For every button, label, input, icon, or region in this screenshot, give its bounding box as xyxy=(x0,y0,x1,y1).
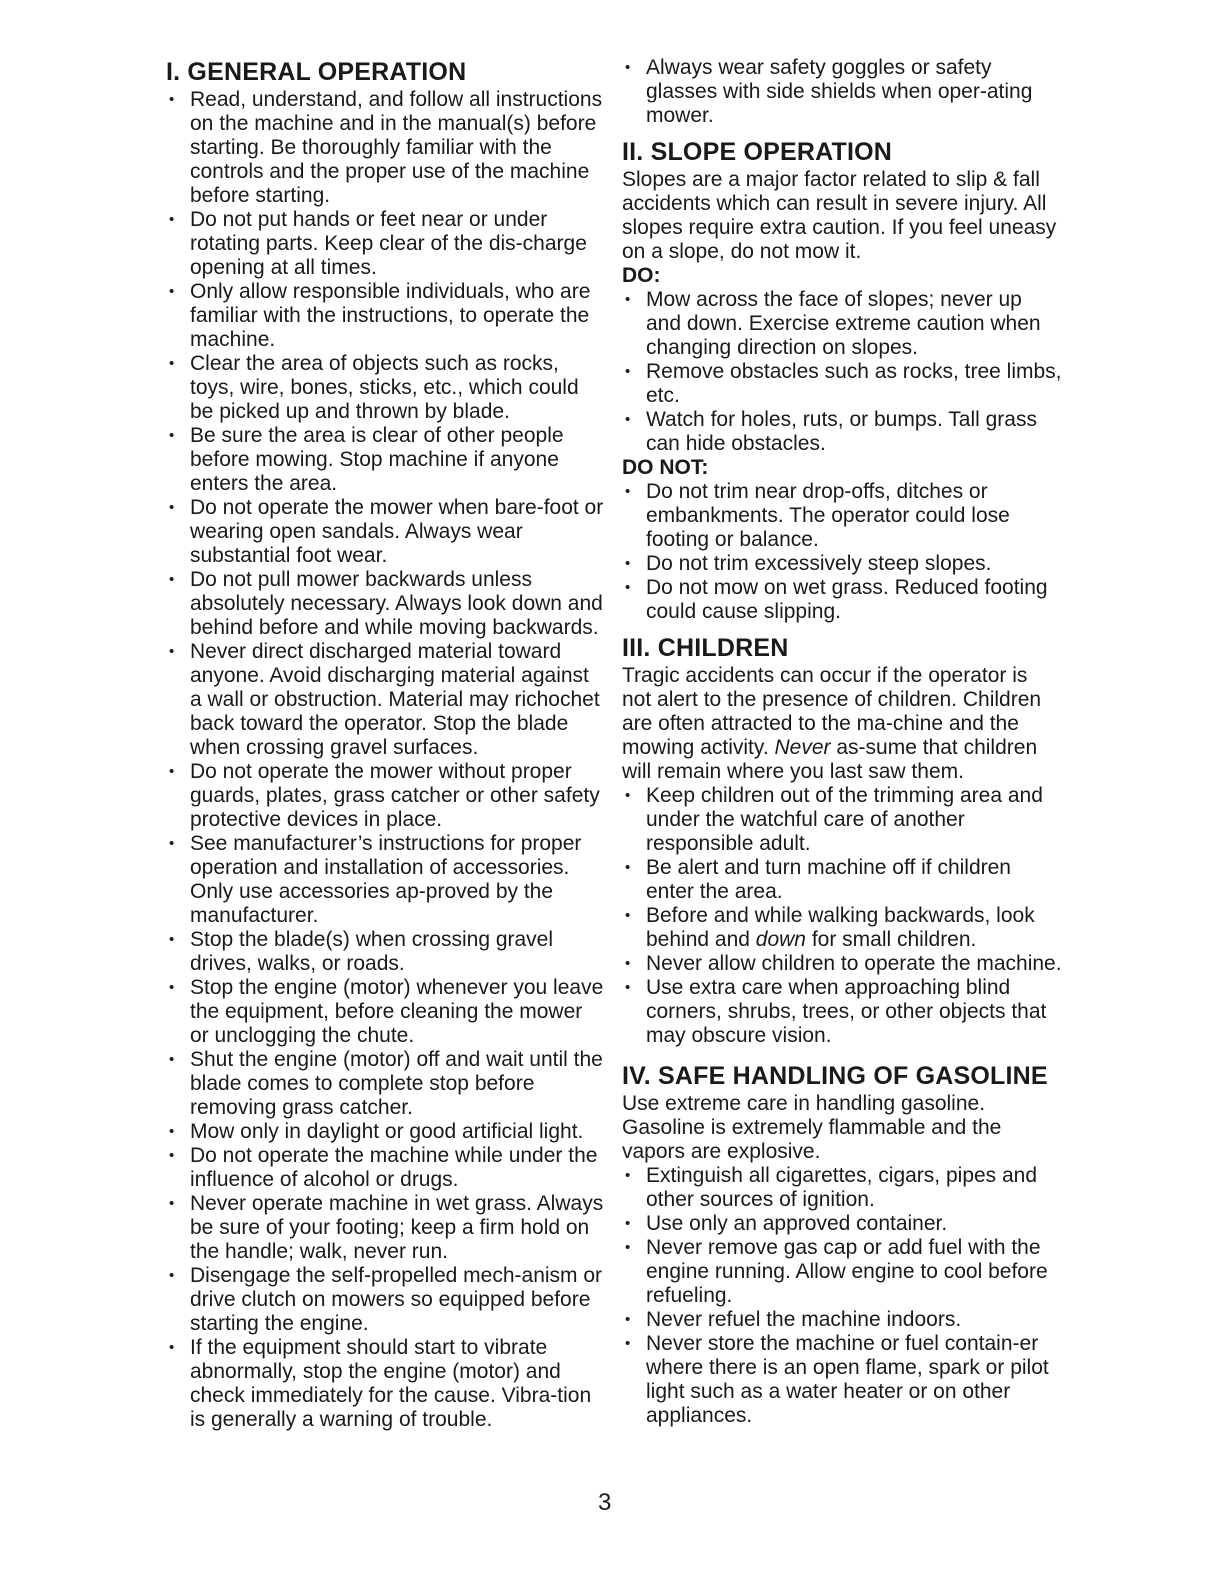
list-item: • Do not trim near drop-offs, ditches or embankments. The operator could lose footing or balance. xyxy=(622,480,1062,552)
left-column xyxy=(166,56,606,1432)
list-item: • Always wear safety goggles or safety glasses with side shields when oper-ating mower. xyxy=(622,56,1062,128)
general-operation-list-continued xyxy=(622,56,1062,128)
list-item-text: Before and while walking backwards, look behind and xyxy=(646,904,1035,951)
list-item: • Never refuel the machine indoors. xyxy=(622,1308,1062,1332)
general-operation-list xyxy=(166,88,606,1432)
list-item xyxy=(622,904,1062,952)
children-intro-text: Tragic accidents can occur if the operator is not alert to the presence of children. Children are often attracted to the ma-chine and the mowing activity. xyxy=(622,664,1042,759)
list-item: • Do not pull mower backwards unless absolutely necessary. Always look down and behind before and while moving backwards. xyxy=(166,568,606,640)
list-item: • Disengage the self-propelled mech-anism or drive clutch on mowers so equipped before starting the engine. xyxy=(166,1264,606,1336)
list-item: • Do not operate the mower without proper guards, plates, grass catcher or other safety protective devices in place. xyxy=(166,760,606,832)
list-item: • See manufacturer’s instructions for proper operation and installation of accessories. Only use accessories ap-proved by the manufacturer. xyxy=(166,832,606,928)
list-item: • Keep children out of the trimming area and under the watchful care of another responsible adult. xyxy=(622,784,1062,856)
list-item: • Stop the blade(s) when crossing gravel drives, walks, or roads. xyxy=(166,928,606,976)
general-operation-heading: I. GENERAL OPERATION xyxy=(166,58,467,86)
page-number: 3 xyxy=(598,1489,612,1516)
list-item: • Use only an approved container. xyxy=(622,1212,1062,1236)
list-item: • Be sure the area is clear of other people before mowing. Stop machine if anyone enters the area. xyxy=(166,424,606,496)
gasoline-list xyxy=(622,1164,1062,1428)
list-item: • Never remove gas cap or add fuel with the engine running. Allow engine to cool before refueling. xyxy=(622,1236,1062,1308)
slope-operation-section xyxy=(622,136,1062,624)
list-item: • Use extra care when approaching blind corners, shrubs, trees, or other objects that may obscure vision. xyxy=(622,976,1062,1048)
do-not-label: DO NOT: xyxy=(622,456,709,479)
list-item: • Remove obstacles such as rocks, tree limbs, etc. xyxy=(622,360,1062,408)
list-item-emphasis: down xyxy=(755,928,806,951)
gasoline-section xyxy=(622,1060,1062,1428)
list-item: • Mow across the face of slopes; never up and down. Exercise extreme caution when changing direction on slopes. xyxy=(622,288,1062,360)
list-item: • Mow only in daylight or good artificial light. xyxy=(166,1120,606,1144)
do-label: DO: xyxy=(622,264,661,287)
gasoline-intro: Use extreme care in handling gasoline. Gasoline is extremely flammable and the vapors are explosive. xyxy=(622,1092,1002,1163)
children-intro-emphasis: Never xyxy=(774,736,831,759)
list-item: • Clear the area of objects such as rocks, toys, wire, bones, sticks, etc., which could be picked up and thrown by blade. xyxy=(166,352,606,424)
gasoline-heading: IV. SAFE HANDLING OF GASOLINE xyxy=(622,1062,1048,1090)
list-item: • Be alert and turn machine off if children enter the area. xyxy=(622,856,1062,904)
list-item: • Watch for holes, ruts, or bumps. Tall grass can hide obstacles. xyxy=(622,408,1062,456)
list-item: • Read, understand, and follow all instructions on the machine and in the manual(s) before starting. Be thoroughly familiar with the controls and the proper use of the machine before starting. xyxy=(166,88,606,208)
list-item: • Do not operate the mower when bare-foot or wearing open sandals. Always wear substantial foot wear. xyxy=(166,496,606,568)
children-intro-text-end: as-sume that children will remain where you last saw them. xyxy=(622,736,1038,783)
slope-operation-intro: Slopes are a major factor related to slip & fall accidents which can result in severe injury. All slopes require extra caution. If you feel uneasy on a slope, do not mow it. xyxy=(622,168,1057,263)
slope-do-list xyxy=(622,288,1062,456)
list-item: • Extinguish all cigarettes, cigars, pipes and other sources of ignition. xyxy=(622,1164,1062,1212)
children-intro xyxy=(622,664,1062,784)
children-list xyxy=(622,784,1062,1048)
list-item: • Do not mow on wet grass. Reduced footing could cause slipping. xyxy=(622,576,1062,624)
children-section xyxy=(622,632,1062,1048)
list-item: • Never direct discharged material toward anyone. Avoid discharging material against a wall or obstruction. Material may richochet back toward the operator. Stop the blade when crossing gravel surfaces. xyxy=(166,640,606,760)
list-item-text-end: for small children. xyxy=(805,928,977,951)
list-item: • Do not put hands or feet near or under rotating parts. Keep clear of the dis-charge opening at all times. xyxy=(166,208,606,280)
list-item: • Never operate machine in wet grass. Always be sure of your footing; keep a firm hold on the handle; walk, never run. xyxy=(166,1192,606,1264)
list-item: • Stop the engine (motor) whenever you leave the equipment, before cleaning the mower or unclogging the chute. xyxy=(166,976,606,1048)
list-item: • Do not operate the machine while under the influence of alcohol or drugs. xyxy=(166,1144,606,1192)
slope-operation-heading: II. SLOPE OPERATION xyxy=(622,138,893,166)
list-item: • Do not trim excessively steep slopes. xyxy=(622,552,1062,576)
list-item: • Shut the engine (motor) off and wait until the blade comes to complete stop before removing grass catcher. xyxy=(166,1048,606,1120)
right-column xyxy=(622,56,1062,1428)
list-item: • If the equipment should start to vibrate abnormally, stop the engine (motor) and check immediately for the cause. Vibra-tion is generally a warning of trouble. xyxy=(166,1336,606,1432)
slope-do-not-list xyxy=(622,480,1062,624)
list-item: • Never store the machine or fuel contain-er where there is an open flame, spark or pilot light such as a water heater or on other appliances. xyxy=(622,1332,1062,1428)
list-item: • Only allow responsible individuals, who are familiar with the instructions, to operate the machine. xyxy=(166,280,606,352)
list-item: • Never allow children to operate the machine. xyxy=(622,952,1062,976)
children-heading: III. CHILDREN xyxy=(622,634,789,662)
